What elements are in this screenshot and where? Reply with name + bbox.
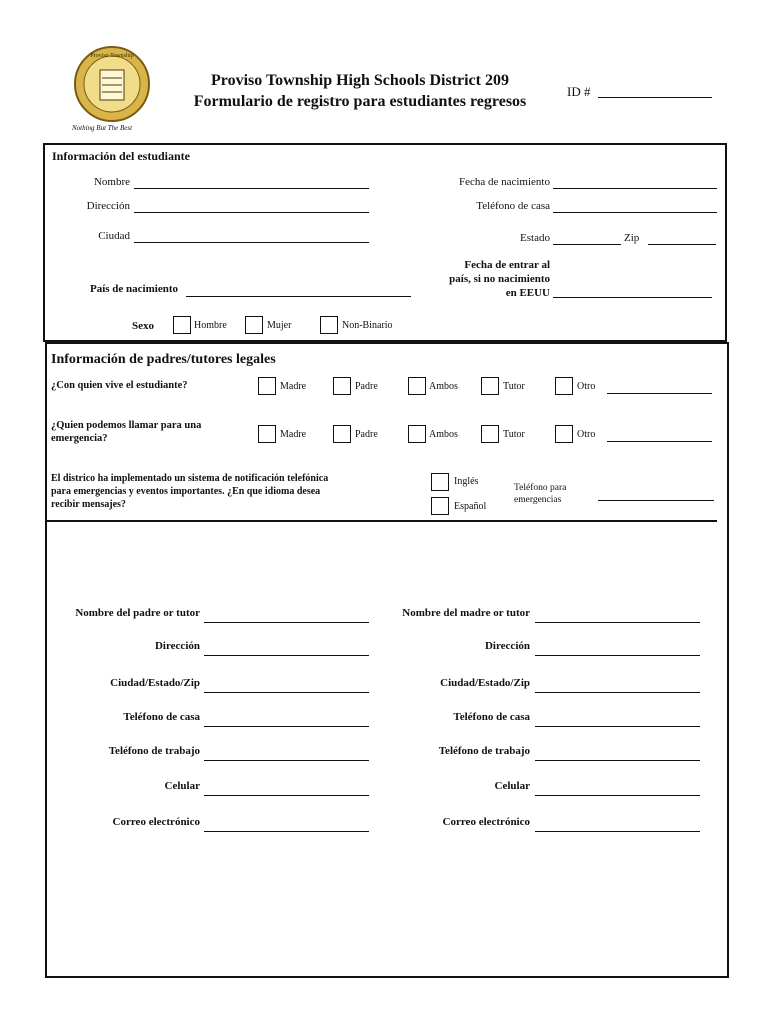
notificacion-line1: El districo ha implementado un sistema de notificación telefónica [51,473,329,484]
nombre-label: Nombre [93,176,130,188]
idioma-espanol-label: Español [454,501,487,512]
nombre-field[interactable] [134,188,369,189]
district-title: Proviso Township High Schools District 209 [211,72,509,89]
idioma-ingles-checkbox[interactable] [431,473,449,491]
emerg-madre-checkbox[interactable] [258,425,276,443]
madre-direccion-field[interactable] [535,655,700,656]
padre-nombre-label: Nombre del padre or tutor [75,607,200,619]
emerg-madre-label: Madre [280,429,307,440]
sexo-mujer-label: Mujer [267,320,292,331]
padre-celular-label: Celular [164,780,200,792]
fecha-entrar-line1: Fecha de entrar al [464,259,550,271]
notificacion-line2: para emergencias y eventos importantes. ¿En que idioma desea [51,486,321,497]
emerg-otro-field[interactable] [607,441,712,442]
telefono-emergencias-line2: emergencias [514,495,562,505]
vive-padre-label: Padre [355,381,378,392]
pais-nacimiento-label: País de nacimiento [90,283,178,295]
padre-telefono-casa-label: Teléfono de casa [123,711,200,723]
notificacion-line3: recibir mensajes? [51,499,126,510]
student-section-title: Información del estudiante [52,149,190,163]
ciudad-label: Ciudad [98,230,130,242]
zip-label: Zip [624,232,640,244]
madre-nombre-label: Nombre del madre or tutor [402,607,530,619]
notificacion-text [51,472,328,511]
padre-correo-field[interactable] [204,831,369,832]
emerg-padre-checkbox[interactable] [333,425,351,443]
sexo-hombre-checkbox[interactable] [173,316,191,334]
fecha-entrar-line2: país, si no nacimiento [449,273,550,285]
vive-otro-checkbox[interactable] [555,377,573,395]
telefono-emergencias-label [514,482,566,506]
madre-celular-label: Celular [494,780,530,792]
sexo-label: Sexo [132,320,154,332]
parents-section-title: Información de padres/tutores legales [51,352,276,367]
zip-field[interactable] [648,244,716,245]
emerg-ambos-checkbox[interactable] [408,425,426,443]
padre-telefono-trabajo-label: Teléfono de trabajo [108,745,200,757]
ciudad-field[interactable] [134,242,369,243]
madre-telefono-casa-field[interactable] [535,726,700,727]
padre-ciudad-estado-zip-label: Ciudad/Estado/Zip [110,677,200,689]
madre-correo-label: Correo electrónico [442,816,530,828]
padre-direccion-label: Dirección [154,640,200,652]
madre-ciudad-estado-zip-field[interactable] [535,692,700,693]
fecha-nacimiento-label: Fecha de nacimiento [458,176,550,188]
emerg-tutor-checkbox[interactable] [481,425,499,443]
vive-tutor-label: Tutor [503,381,525,392]
madre-correo-field[interactable] [535,831,700,832]
vive-otro-label: Otro [577,381,596,392]
madre-telefono-casa-label: Teléfono de casa [453,711,530,723]
emergencia-question [51,419,201,445]
vive-otro-field[interactable] [607,393,712,394]
motto: Nothing But The Best [72,124,133,132]
emergencia-question-line1: ¿Quien podemos llamar para una [51,420,202,431]
estado-field[interactable] [553,244,621,245]
madre-telefono-trabajo-field[interactable] [535,760,700,761]
vive-ambos-label: Ambos [429,381,458,392]
telefono-emergencias-line1: Teléfono para [514,483,567,493]
district-seal-logo [72,44,152,124]
vive-madre-checkbox[interactable] [258,377,276,395]
sexo-nonbinario-label: Non-Binario [342,320,393,331]
pais-nacimiento-field[interactable] [186,296,411,297]
form-title: Formulario de registro para estudiantes regresos [193,93,527,110]
seal-text: Proviso Township [90,53,134,59]
fecha-entrar-field[interactable] [553,297,712,298]
id-field[interactable] [598,97,712,98]
emerg-otro-label: Otro [577,429,596,440]
direccion-label: Dirección [86,200,130,212]
emerg-otro-checkbox[interactable] [555,425,573,443]
madre-celular-field[interactable] [535,795,700,796]
sexo-nonbinario-checkbox[interactable] [320,316,338,334]
fecha-entrar-label [400,258,550,300]
padre-ciudad-estado-zip-field[interactable] [204,692,369,693]
emergencia-question-line2: emergencia? [51,433,108,444]
direccion-field[interactable] [134,212,369,213]
estado-label: Estado [520,232,550,244]
section-divider [47,520,717,522]
vive-tutor-checkbox[interactable] [481,377,499,395]
madre-telefono-trabajo-label: Teléfono de trabajo [438,745,530,757]
telefono-casa-label: Teléfono de casa [476,200,550,212]
padre-correo-label: Correo electrónico [112,816,200,828]
telefono-casa-field[interactable] [553,212,717,213]
emerg-tutor-label: Tutor [503,429,525,440]
idioma-ingles-label: Inglés [454,476,479,487]
emerg-ambos-label: Ambos [429,429,458,440]
vive-padre-checkbox[interactable] [333,377,351,395]
madre-nombre-field[interactable] [535,622,700,623]
fecha-nacimiento-field[interactable] [553,188,717,189]
vive-madre-label: Madre [280,381,307,392]
sexo-hombre-label: Hombre [194,320,227,331]
padre-direccion-field[interactable] [204,655,369,656]
madre-direccion-label: Dirección [484,640,530,652]
fecha-entrar-line3: en EEUU [505,287,550,299]
idioma-espanol-checkbox[interactable] [431,497,449,515]
padre-nombre-field[interactable] [204,622,369,623]
padre-telefono-casa-field[interactable] [204,726,369,727]
padre-celular-field[interactable] [204,795,369,796]
telefono-emergencias-field[interactable] [598,500,714,501]
madre-ciudad-estado-zip-label: Ciudad/Estado/Zip [440,677,530,689]
vive-con-question: ¿Con quien vive el estudiante? [51,380,188,391]
vive-ambos-checkbox[interactable] [408,377,426,395]
padre-telefono-trabajo-field[interactable] [204,760,369,761]
emerg-padre-label: Padre [355,429,378,440]
sexo-mujer-checkbox[interactable] [245,316,263,334]
id-label: ID # [567,84,591,99]
